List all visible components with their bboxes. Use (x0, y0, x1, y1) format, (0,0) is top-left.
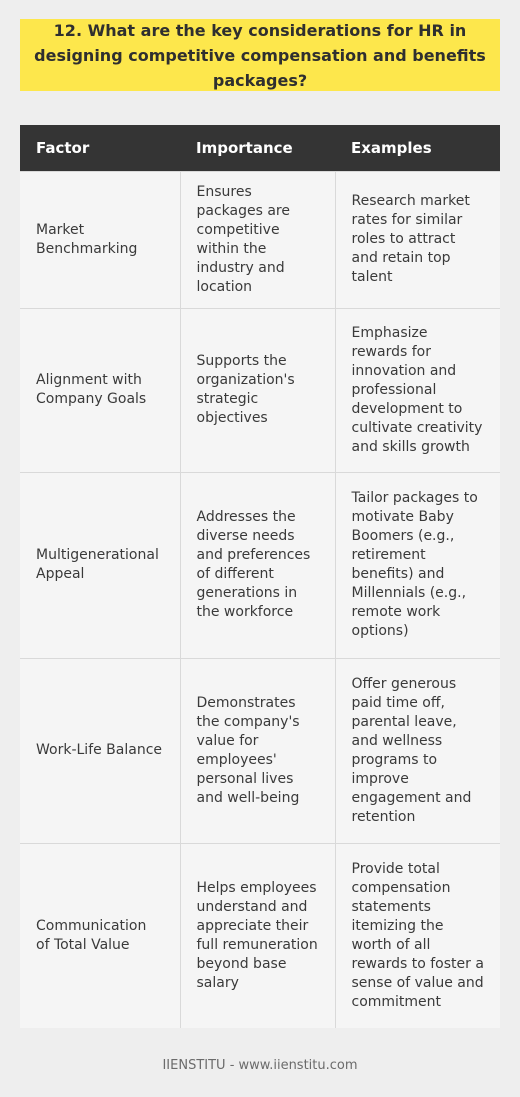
factor-cell: Work-Life Balance (20, 658, 180, 843)
considerations-table (20, 125, 500, 1028)
importance-cell: Addresses the diverse needs and preferences of different generations in the workforce (180, 472, 335, 658)
table-row (20, 472, 500, 658)
column-header-importance: Importance (180, 125, 335, 171)
table-row (20, 308, 500, 472)
examples-cell: Provide total compensation statements itemizing the worth of all rewards to foster a sense of value and commitment (335, 843, 500, 1028)
examples-cell: Tailor packages to motivate Baby Boomers (e.g., retirement benefits) and Millennials (e.g., remote work options) (335, 472, 500, 658)
examples-cell: Research market rates for similar roles to attract and retain top talent (335, 171, 500, 308)
table-row (20, 843, 500, 1028)
column-header-examples: Examples (335, 125, 500, 171)
importance-cell: Ensures packages are competitive within the industry and location (180, 171, 335, 308)
page-title: 12. What are the key considerations for HR in designing competitive compensation and benefits packages? (34, 20, 486, 90)
importance-cell: Supports the organization's strategic objectives (180, 308, 335, 472)
table-row (20, 171, 500, 308)
factor-cell: Communication of Total Value (20, 843, 180, 1028)
table-header-row (20, 125, 500, 171)
importance-cell: Helps employees understand and appreciate their full remuneration beyond base salary (180, 843, 335, 1028)
column-header-factor: Factor (20, 125, 180, 171)
importance-cell: Demonstrates the company's value for employees' personal lives and well-being (180, 658, 335, 843)
factor-cell: Market Benchmarking (20, 171, 180, 308)
examples-cell: Offer generous paid time off, parental leave, and wellness programs to improve engagement and retention (335, 658, 500, 843)
factor-cell: Alignment with Company Goals (20, 308, 180, 472)
factor-cell: Multigenerational Appeal (20, 472, 180, 658)
footer-credit: IIENSTITU - www.iienstitu.com (162, 1058, 358, 1073)
title-banner (20, 19, 500, 91)
table-row (20, 658, 500, 843)
examples-cell: Emphasize rewards for innovation and professional development to cultivate creativity and skills growth (335, 308, 500, 472)
